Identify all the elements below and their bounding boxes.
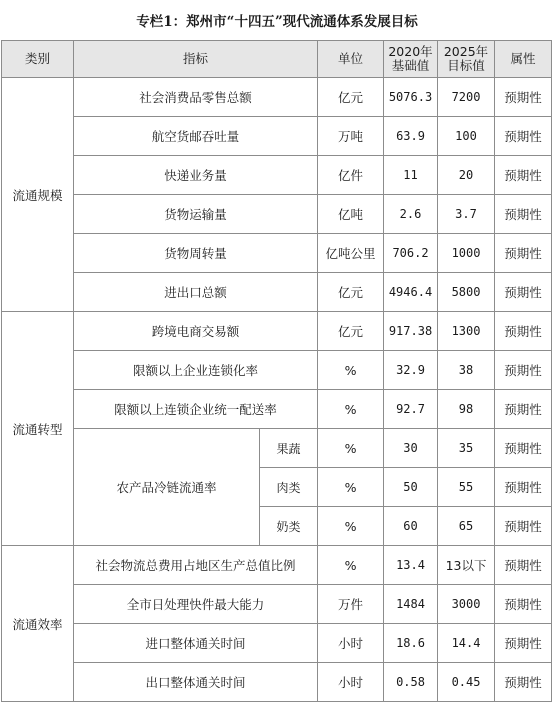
- table-title: 专栏1：郑州市“十四五”现代流通体系发展目标: [136, 14, 418, 30]
- attribute-cell: 预期性: [495, 273, 552, 312]
- target-value-cell: 5800: [438, 273, 495, 312]
- header-row: [2, 41, 552, 78]
- header-base-label: 基础值: [391, 58, 430, 73]
- target-value-cell: 98: [438, 390, 495, 429]
- attribute-cell: 预期性: [495, 195, 552, 234]
- attribute-cell: 预期性: [495, 624, 552, 663]
- table-row: [2, 117, 552, 156]
- table-row: [2, 156, 552, 195]
- unit-cell: 亿元: [318, 78, 384, 117]
- unit-cell: 万件: [318, 585, 384, 624]
- unit-cell: 小时: [318, 624, 384, 663]
- unit-cell: 亿吨公里: [318, 234, 384, 273]
- category-efficiency: 流通效率: [2, 546, 74, 702]
- indicator-cell: 进出口总额: [74, 273, 318, 312]
- header-attribute: 属性: [495, 41, 552, 78]
- attribute-cell: 预期性: [495, 78, 552, 117]
- table-row: [2, 351, 552, 390]
- base-value-cell: 92.7: [384, 390, 438, 429]
- indicator-cell: 社会物流总费用占地区生产总值比例: [74, 546, 318, 585]
- unit-cell: %: [318, 468, 384, 507]
- unit-cell: 亿吨: [318, 195, 384, 234]
- target-value-cell: 14.4: [438, 624, 495, 663]
- attribute-cell: 预期性: [495, 351, 552, 390]
- attribute-cell: 预期性: [495, 585, 552, 624]
- target-value-cell: 100: [438, 117, 495, 156]
- target-value-cell: 3.7: [438, 195, 495, 234]
- unit-cell: 小时: [318, 663, 384, 702]
- unit-cell: %: [318, 390, 384, 429]
- base-value-cell: 63.9: [384, 117, 438, 156]
- table-row: [2, 78, 552, 117]
- indicator-cell: 社会消费品零售总额: [74, 78, 318, 117]
- base-value-cell: 60: [384, 507, 438, 546]
- unit-cell: 亿元: [318, 273, 384, 312]
- unit-cell: 亿件: [318, 156, 384, 195]
- attribute-cell: 预期性: [495, 390, 552, 429]
- attribute-cell: 预期性: [495, 663, 552, 702]
- target-value-cell: 35: [438, 429, 495, 468]
- base-value-cell: 32.9: [384, 351, 438, 390]
- base-value-cell: 13.4: [384, 546, 438, 585]
- header-category: 类别: [2, 41, 74, 78]
- unit-cell: %: [318, 351, 384, 390]
- indicator-cell: 快递业务量: [74, 156, 318, 195]
- table-row: [2, 234, 552, 273]
- base-value-cell: 50: [384, 468, 438, 507]
- attribute-cell: 预期性: [495, 507, 552, 546]
- unit-cell: %: [318, 546, 384, 585]
- table-row: [2, 273, 552, 312]
- base-value-cell: 11: [384, 156, 438, 195]
- indicator-cell: 航空货邮吞吐量: [74, 117, 318, 156]
- header-indicator: 指标: [74, 41, 318, 78]
- target-value-cell: 13以下: [438, 546, 495, 585]
- table-row: [2, 195, 552, 234]
- unit-cell: 亿元: [318, 312, 384, 351]
- indicator-cell: 限额以上连锁企业统一配送率: [74, 390, 318, 429]
- target-value-cell: 3000: [438, 585, 495, 624]
- header-target-year: 2025年: [443, 44, 489, 59]
- attribute-cell: 预期性: [495, 234, 552, 273]
- table-row: [2, 390, 552, 429]
- target-value-cell: 0.45: [438, 663, 495, 702]
- table-row: [2, 663, 552, 702]
- indicator-cell: 跨境电商交易额: [74, 312, 318, 351]
- target-value-cell: 20: [438, 156, 495, 195]
- base-value-cell: 5076.3: [384, 78, 438, 117]
- table-row: [2, 546, 552, 585]
- attribute-cell: 预期性: [495, 312, 552, 351]
- indicator-cell: 货物周转量: [74, 234, 318, 273]
- base-value-cell: 917.38: [384, 312, 438, 351]
- target-value-cell: 1000: [438, 234, 495, 273]
- goals-table: [1, 40, 552, 702]
- base-value-cell: 4946.4: [384, 273, 438, 312]
- indicator-cell: 出口整体通关时间: [74, 663, 318, 702]
- unit-cell: %: [318, 429, 384, 468]
- indicator-cell: 全市日处理快件最大能力: [74, 585, 318, 624]
- attribute-cell: 预期性: [495, 546, 552, 585]
- target-value-cell: 1300: [438, 312, 495, 351]
- attribute-cell: 预期性: [495, 468, 552, 507]
- base-value-cell: 18.6: [384, 624, 438, 663]
- target-value-cell: 7200: [438, 78, 495, 117]
- attribute-cell: 预期性: [495, 117, 552, 156]
- category-scale: 流通规模: [2, 78, 74, 312]
- sub-item-cell: 奶类: [260, 507, 318, 546]
- target-value-cell: 38: [438, 351, 495, 390]
- header-base-value: [384, 41, 438, 78]
- target-value-cell: 55: [438, 468, 495, 507]
- table-row: [2, 429, 552, 468]
- cold-chain-indicator: 农产品冷链流通率: [74, 429, 260, 546]
- base-value-cell: 0.58: [384, 663, 438, 702]
- header-base-year: 2020年: [388, 44, 433, 59]
- header-unit: 单位: [318, 41, 384, 78]
- header-target-value: [438, 41, 495, 78]
- base-value-cell: 30: [384, 429, 438, 468]
- indicator-cell: 货物运输量: [74, 195, 318, 234]
- indicator-cell: 限额以上企业连锁化率: [74, 351, 318, 390]
- base-value-cell: 1484: [384, 585, 438, 624]
- table-row: [2, 624, 552, 663]
- base-value-cell: 706.2: [384, 234, 438, 273]
- sub-item-cell: 果蔬: [260, 429, 318, 468]
- table-row: [2, 585, 552, 624]
- base-value-cell: 2.6: [384, 195, 438, 234]
- unit-cell: 万吨: [318, 117, 384, 156]
- unit-cell: %: [318, 507, 384, 546]
- attribute-cell: 预期性: [495, 429, 552, 468]
- header-target-label: 目标值: [447, 58, 485, 73]
- indicator-cell: 进口整体通关时间: [74, 624, 318, 663]
- attribute-cell: 预期性: [495, 156, 552, 195]
- sub-item-cell: 肉类: [260, 468, 318, 507]
- target-value-cell: 65: [438, 507, 495, 546]
- table-row: [2, 312, 552, 351]
- category-transformation: 流通转型: [2, 312, 74, 546]
